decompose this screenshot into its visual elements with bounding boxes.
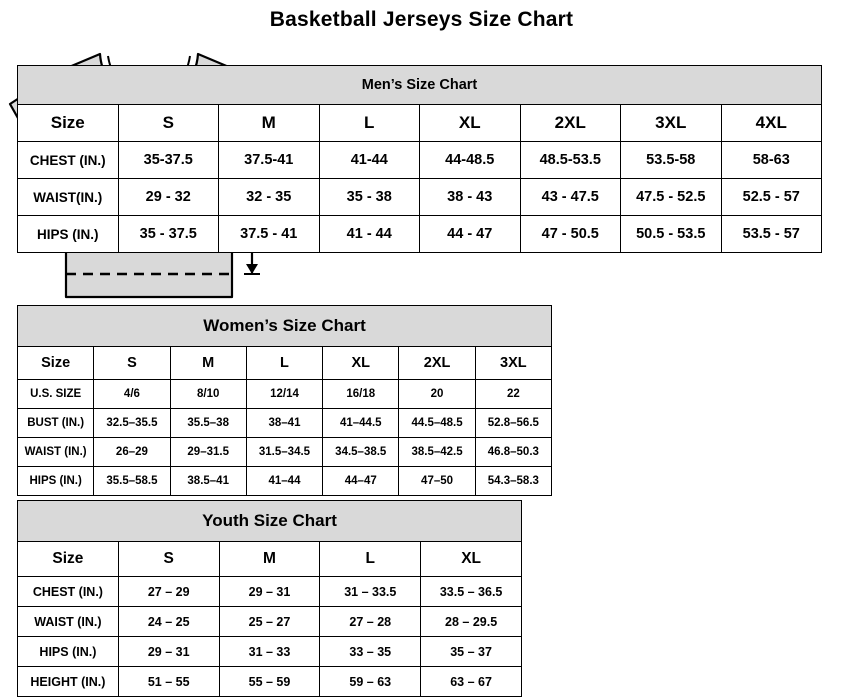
column-header: M: [219, 542, 320, 577]
table-caption-row: [18, 66, 822, 105]
table-row: [18, 142, 822, 179]
table-row: [18, 467, 552, 496]
column-header: L: [319, 105, 420, 142]
table-header-row: [18, 347, 552, 380]
table-cell: 33 – 35: [320, 637, 421, 667]
table-cell: 29 – 31: [219, 577, 320, 607]
table-cell: 38.5–41: [170, 467, 246, 496]
table-cell: 51 – 55: [118, 667, 219, 697]
table-caption-row: [18, 501, 522, 542]
column-header: 2XL: [520, 105, 621, 142]
table-cell: 38.5–42.5: [399, 438, 475, 467]
table-cell: 38 - 43: [420, 179, 521, 216]
row-label: CHEST (IN.): [18, 577, 119, 607]
row-label: U.S. SIZE: [18, 380, 94, 409]
table-row: [18, 438, 552, 467]
table-cell: 38–41: [246, 409, 322, 438]
row-label: HIPS (IN.): [18, 467, 94, 496]
table-row: [18, 607, 522, 637]
table-header-row: [18, 542, 522, 577]
column-header-size: Size: [18, 105, 119, 142]
table-cell: 59 – 63: [320, 667, 421, 697]
table-cell: 27 – 29: [118, 577, 219, 607]
table-cell: 28 – 29.5: [421, 607, 522, 637]
table-header-row: [18, 105, 822, 142]
table-cell: 20: [399, 380, 475, 409]
table-cell: 52.8–56.5: [475, 409, 551, 438]
row-label: HEIGHT (IN.): [18, 667, 119, 697]
table-cell: 50.5 - 53.5: [621, 216, 722, 253]
table-cell: 44 - 47: [420, 216, 521, 253]
table-cell: 58-63: [721, 142, 822, 179]
column-header: XL: [421, 542, 522, 577]
column-header: S: [118, 105, 219, 142]
table-cell: 44.5–48.5: [399, 409, 475, 438]
column-header: 3XL: [475, 347, 551, 380]
table-cell: 27 – 28: [320, 607, 421, 637]
table-cell: 48.5-53.5: [520, 142, 621, 179]
table-cell: 41–44: [246, 467, 322, 496]
table-cell: 31.5–34.5: [246, 438, 322, 467]
table-caption-row: [18, 306, 552, 347]
table-caption: Youth Size Chart: [18, 501, 522, 542]
table-cell: 53.5 - 57: [721, 216, 822, 253]
mens-size-table: [17, 65, 822, 253]
column-header: S: [94, 347, 170, 380]
column-header: S: [118, 542, 219, 577]
table-cell: 35 - 38: [319, 179, 420, 216]
table-cell: 31 – 33: [219, 637, 320, 667]
table-cell: 44–47: [323, 467, 399, 496]
table-row: [18, 577, 522, 607]
table-cell: 29 - 32: [118, 179, 219, 216]
table-cell: 54.3–58.3: [475, 467, 551, 496]
table-row: [18, 216, 822, 253]
table-cell: 47.5 - 52.5: [621, 179, 722, 216]
table-cell: 32.5–35.5: [94, 409, 170, 438]
column-header: L: [320, 542, 421, 577]
table-cell: 35.5–58.5: [94, 467, 170, 496]
table-cell: 8/10: [170, 380, 246, 409]
table-cell: 16/18: [323, 380, 399, 409]
table-cell: 25 – 27: [219, 607, 320, 637]
table-cell: 29–31.5: [170, 438, 246, 467]
table-cell: 41-44: [319, 142, 420, 179]
column-header: 4XL: [721, 105, 822, 142]
table-cell: 4/6: [94, 380, 170, 409]
table-cell: 12/14: [246, 380, 322, 409]
table-cell: 33.5 – 36.5: [421, 577, 522, 607]
page-title: Basketball Jerseys Size Chart: [269, 8, 574, 31]
table-cell: 35 – 37: [421, 637, 522, 667]
column-header-size: Size: [18, 542, 119, 577]
column-header: 3XL: [621, 105, 722, 142]
table-cell: 53.5-58: [621, 142, 722, 179]
column-header: XL: [323, 347, 399, 380]
table-cell: 37.5 - 41: [219, 216, 320, 253]
column-header: 2XL: [399, 347, 475, 380]
table-cell: 34.5–38.5: [323, 438, 399, 467]
table-cell: 46.8–50.3: [475, 438, 551, 467]
table-cell: 31 – 33.5: [320, 577, 421, 607]
row-label: HIPS (IN.): [18, 637, 119, 667]
table-cell: 41 - 44: [319, 216, 420, 253]
table-row: [18, 667, 522, 697]
row-label: BUST (IN.): [18, 409, 94, 438]
table-cell: 41–44.5: [323, 409, 399, 438]
table-row: [18, 380, 552, 409]
womens-size-table: [17, 305, 552, 496]
table-cell: 47 - 50.5: [520, 216, 621, 253]
table-cell: 37.5-41: [219, 142, 320, 179]
table-caption: Women’s Size Chart: [18, 306, 552, 347]
table-cell: 32 - 35: [219, 179, 320, 216]
table-cell: 29 – 31: [118, 637, 219, 667]
table-row: [18, 179, 822, 216]
row-label: WAIST (IN.): [18, 438, 94, 467]
youth-size-table: [17, 500, 522, 697]
table-row: [18, 409, 552, 438]
row-label: HIPS (IN.): [18, 216, 119, 253]
table-cell: 22: [475, 380, 551, 409]
table-cell: 44-48.5: [420, 142, 521, 179]
table-cell: 63 – 67: [421, 667, 522, 697]
womens-size-chart: [17, 305, 552, 496]
table-cell: 35.5–38: [170, 409, 246, 438]
table-row: [18, 637, 522, 667]
column-header: L: [246, 347, 322, 380]
row-label: WAIST (IN.): [18, 607, 119, 637]
table-cell: 43 - 47.5: [520, 179, 621, 216]
column-header: XL: [420, 105, 521, 142]
table-cell: 55 – 59: [219, 667, 320, 697]
column-header: M: [219, 105, 320, 142]
row-label: CHEST (IN.): [18, 142, 119, 179]
column-header-size: Size: [18, 347, 94, 380]
table-cell: 35 - 37.5: [118, 216, 219, 253]
table-caption: Men’s Size Chart: [18, 66, 822, 105]
row-label: WAIST(IN.): [18, 179, 119, 216]
table-cell: 35-37.5: [118, 142, 219, 179]
table-cell: 47–50: [399, 467, 475, 496]
column-header: M: [170, 347, 246, 380]
youth-size-chart: [17, 500, 522, 697]
table-cell: 52.5 - 57: [721, 179, 822, 216]
table-cell: 24 – 25: [118, 607, 219, 637]
mens-size-chart: [17, 65, 822, 253]
table-cell: 26–29: [94, 438, 170, 467]
